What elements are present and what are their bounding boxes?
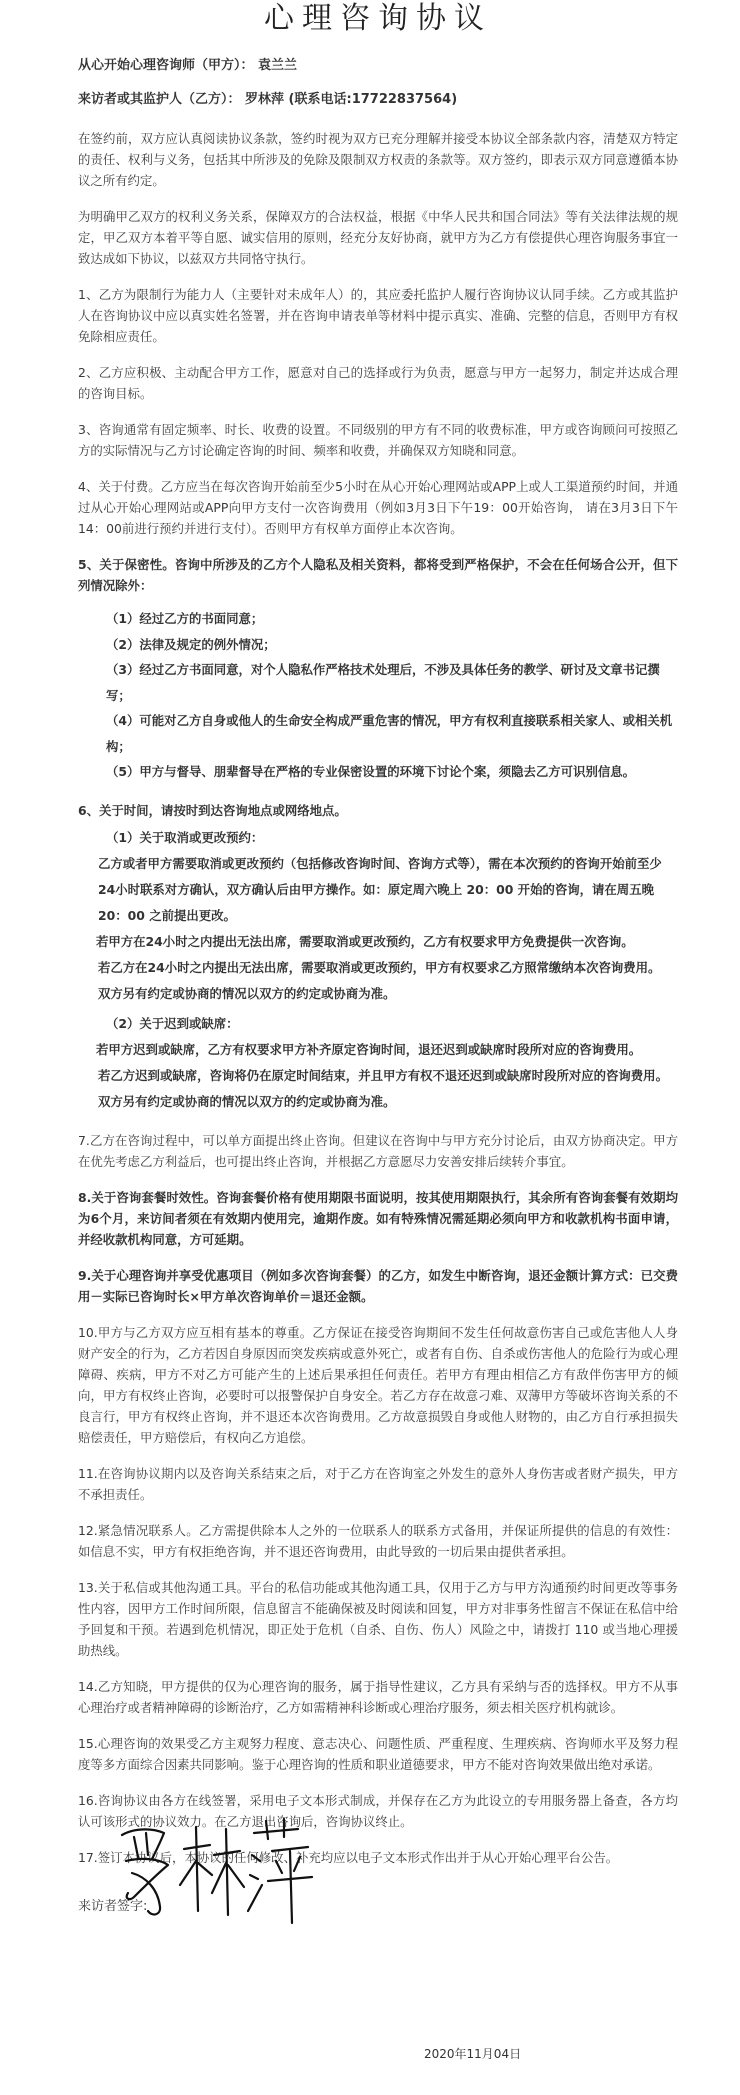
signing-date: 2020年11月04日 [424,2047,522,2061]
list-item: （4）可能对乙方自身或他人的生命安全构成严重危害的情况，甲方有权利直接联系相关家人、或相关机构； [106,713,673,754]
list-item: （1）经过乙方的书面同意； [106,611,264,626]
clause-15: 15.心理咨询的效果受乙方主观努力程度、意志决心、问题性质、严重程度、生理疾病、咨询师水平及努力程度等多方面综合因素共同影响。鉴于心理咨询的性质和职业道德要求，甲方不能对咨询效果做出绝对承诺。 [78,1735,678,1772]
party-a-line: 从心开始心理咨询师（甲方）： 袁兰兰 [78,58,298,73]
intro-paragraph-2: 为明确甲乙双方的权利义务关系，保障双方的合法权益，根据《中华人民共和国合同法》等有关法律法规的规定，甲乙双方本着平等自愿、诚实信用的原则，经充分友好协商，就甲方为乙方有偿提供心理咨询服务事宜一致达成如下协议，以兹双方共同恪守执行。 [78,209,678,266]
signature-label: 来访者签字: [78,1898,148,1914]
list-item: （3）经过乙方书面同意，对个人隐私作严格技术处理后，不涉及具体任务的教学、研讨及文章书记撰写； [106,662,660,703]
clause-2: 2、乙方应积极、主动配合甲方工作，愿意对自己的选择或行为负责，愿意与甲方一起努力，制定并达成合理的咨询目标。 [78,365,678,401]
clause-5: 5、关于保密性。咨询中所涉及的乙方个人隐私及相关资料，都将受到严格保护，不会在任何场合公开，但下列情况除外： [78,557,678,593]
clause-7: 7.乙方在咨询过程中，可以单方面提出终止咨询。但建议在咨询中与甲方充分讨论后，由双方协商决定。甲方在优先考虑乙方利益后，也可提出终止咨询，并根据乙方意愿尽力安善安排后续转介事宜。 [78,1132,678,1169]
clause-3: 3、咨询通常有固定频率、时长、收费的设置。不同级别的甲方有不同的收费标准，甲方或咨询顾问可按照乙方的实际情况与乙方讨论确定咨询的时间、频率和收费，并确保双方知晓和同意。 [78,422,678,458]
clause-6-sub-2-line: 若甲方迟到或缺席，乙方有权要求甲方补齐原定咨询时间，退还迟到或缺席时段所对应的咨询费用。 [96,1041,642,1057]
clause-6-sub-1-line: 若甲方在24小时之内提出无法出席，需要取消或更改预约，乙方有权要求甲方免费提供一次咨询。 [96,933,634,949]
clause-12: 12.紧急情况联系人。乙方需提供除本人之外的一位联系人的联系方式备用，并保证所提供的信息的有效性：如信息不实，甲方有权拒绝咨询，并不退还咨询费用，由此导致的一切后果由提供者承担。 [78,1522,678,1559]
party-b-line: 来访者或其监护人（乙方）： 罗林萍 (联系电话:17722837564) [78,92,458,107]
clause-5-list [106,606,678,785]
list-item: （5）甲方与督导、朋辈督导在严格的专业保密设置的环境下讨论个案，须隐去乙方可识别信息。 [106,764,636,779]
clause-8: 8.关于咨询套餐时效性。咨询套餐价格有使用期限书面说明，按其使用期限执行，其余所有咨询套餐有效期均为6个月，来访间者须在有效期内使用完，逾期作废。如有特殊情况需延期必须向甲方和收款机构书面申请，并经收款机构同意，方可延期。 [78,1189,678,1247]
clause-13: 13.关于私信或其他沟通工具。平台的私信功能或其他沟通工具，仅用于乙方与甲方沟通预约时间更改等事务性内容，因甲方工作时间所限，信息留言不能确保被及时阅读和回复，甲方对非事务性留言不保证在私信中给予回复和干预。若遇到危机情况，即正处于危机（自杀、自伤、伤人）风险之中，请拨打 110 或当地心理援助热线。 [78,1579,678,1658]
clause-1: 1、乙方为限制行为能力人（主要针对未成年人）的，其应委托监护人履行咨询协议认同手续。乙方或其监护人在咨询协议中应以真实姓名签署，并在咨询申请表单等材料中提示真实、准确、完整的信息，否则甲方有权免除相应责任。 [78,287,678,344]
clause-6-sub-1-line: 若乙方在24小时之内提出无法出席，需要取消或更改预约，甲方有权要求乙方照常缴纳本次咨询费用。 [98,959,661,975]
clause-16: 16.咨询协议由各方在线签署，采用电子文本形式制成，并保存在乙方为此设立的专用服务器上备查，各方均认可该形式的协议效力。在乙方退出咨询后，咨询协议终止。 [78,1792,678,1829]
clause-6-sub-1-line: 乙方或者甲方需要取消或更改预约（包括修改咨询时间、咨询方式等），需在本次预约的咨询开始前至少24小时联系对方确认，双方确认后由甲方操作。如：原定周六晚上 20：00 开始的咨询，请在周五晚 20：00 之前提出更改。 [98,855,662,923]
handwritten-signature [112,1815,342,1925]
intro-paragraph-1: 在签约前，双方应认真阅读协议条款，签约时视为双方已充分理解并接受本协议全部条款内容，清楚双方特定的责任、权利与义务，包括其中所涉及的免除及限制双方权责的条款等。双方签约，即表示双方同意遵循本协议之所有约定。 [78,131,678,188]
clause-17: 17.签订本协议后，本协议的任何修改、补充均应以电子文本形式作出并于从心开始心理平台公告。 [78,1849,619,1865]
clause-11: 11.在咨询协议期内以及咨询关系结束之后，对于乙方在咨询室之外发生的意外人身伤害或者财产损失，甲方不承担责任。 [78,1465,678,1502]
clause-9: 9.关于心理咨询并享受优惠项目（例如多次咨询套餐）的乙方，如发生中断咨询，退还金额计算方式：已交费用－实际已咨询时长×甲方单次咨询单价＝退还金额。 [78,1267,678,1304]
clause-4: 4、关于付费。乙方应当在每次咨询开始前至少5小时在从心开始心理网站或APP上或人工渠道预约时间，并通过从心开始心理网站或APP向甲方支付一次咨询费用（例如3月3日下午19：00开始咨询， 请在3月3日下午14：00前进行预约并进行支付）。否则甲方有权单方面停止本次咨询。 [78,479,678,536]
clause-6-sub-2-line: 若乙方迟到或缺席，咨询将仍在原定时间结束，并且甲方有权不退还迟到或缺席时段所对应的咨询费用。 [98,1067,668,1083]
clause-6-sub-2-title: （2）关于迟到或缺席： [106,1015,239,1031]
clause-6: 6、关于时间，请按时到达咨询地点或网络地点。 [78,802,347,818]
page-title: 心理咨询协议 [264,1,492,36]
clause-10: 10.甲方与乙方双方应互相有基本的尊重。乙方保证在接受咨询期间不发生任何故意伤害自己或危害他人人身财产安全的行为，乙方若因自身原因而突发疾病或意外死亡，或者有自伤、自杀或伤害他人的危险行为或心理障碍、疾病，甲方不对乙方可能产生的上述后果承担任何责任。若甲方有理由相信乙方有敌伴伤害甲方的倾向，甲方有权终止咨询，必要时可以报警保护自身安全。若乙方存在故意刁难、双薄甲方等破坏咨询关系的不良言行，甲方有权终止咨询，并不退还本次咨询费用。乙方故意损毁自身或他人财物的，由乙方自行承担损失赔偿责任，甲方赔偿后，有权向乙方追偿。 [78,1324,678,1445]
clause-6-sub-1-title: （1）关于取消或更改预约： [106,829,264,845]
clause-14: 14.乙方知晓，甲方提供的仅为心理咨询的服务，属于指导性建议，乙方具有采纳与否的选择权。甲方不从事心理治疗或者精神障碍的诊断治疗，乙方如需精神科诊断或心理治疗服务，须去相关医疗机构就诊。 [78,1678,678,1715]
clause-6-sub-1-line: 双方另有约定或协商的情况以双方的约定或协商为准。 [98,985,396,1001]
list-item: （2）法律及规定的例外情况； [106,636,276,652]
clause-6-sub-2-line: 双方另有约定或协商的情况以双方的约定或协商为准。 [98,1093,396,1109]
